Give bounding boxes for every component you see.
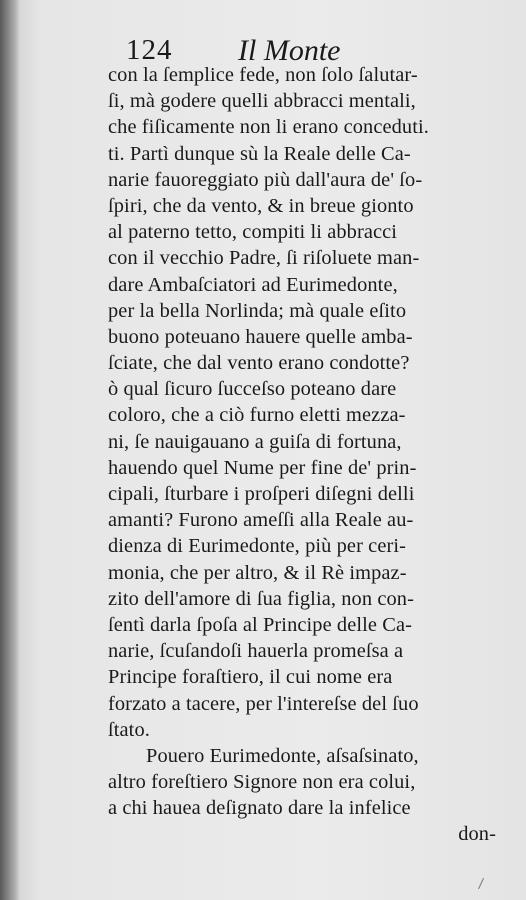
paragraph-line: Pouero Eurimedonte, aſsaſsinato, [146,744,419,767]
text-line: ti. Partì dunque sù la Reale delle Ca- [108,142,411,165]
text-line: ò qual ſicuro ſucceſso poteano dare [108,378,397,401]
text-line: ſtato. [108,718,150,741]
text-line: buono poteuano hauere quelle amba- [108,325,413,348]
running-head: Il Monte [238,34,341,67]
text-line: al paterno tetto, compiti li abbracci [108,221,398,244]
page-number: 124 [126,34,173,66]
text-line: ſciate, che dal vento erano condotte? [108,352,410,375]
text-line: ni, ſe nauigauano a guiſa di fortuna, [108,430,402,453]
text-line: cipali, ſturbare i proſperi diſegni delli [108,483,415,505]
text-line: con la ſemplice fede, non ſolo ſalutar- [108,64,418,86]
text-line: hauendo quel Nume per fine de' prin- [108,456,417,479]
text-line: forzato a tacere, per l'intereſse del ſuo [108,692,419,715]
text-line: ſi, mà godere quelli abbracci mentali, [108,90,416,113]
text-line: dare Ambaſciatori ad Eurimedonte, [108,273,398,296]
text-line: ſentì darla ſpoſa al Principe delle Ca- [108,613,412,636]
text-line: con il vecchio Padre, ſi riſoluete man- [108,247,420,270]
text-line: amanti? Furono ameſſi alla Reale au- [108,509,414,532]
text-line: per la bella Norlinda; mà quale eſito [108,299,407,322]
paragraph-line: a chi hauea deſignato dare la infelice [108,797,411,820]
text-line: narie, ſcuſandoſi hauerla promeſsa a [108,640,404,663]
main-text [108,62,506,848]
text-line: monia, che per altro, & il Rè impaz- [108,561,407,584]
text-line: che fiſicamente non li erano conceduti. [108,116,429,139]
text-line: coloro, che a ciò furno eletti mezza- [108,404,406,427]
text-line: narie fauoreggiato più dall'aura de' ſo- [108,168,423,191]
text-line: Principe foraſtiero, il cui nome era [108,666,393,689]
binding-gutter [0,0,20,900]
catchword: don- [458,823,496,846]
text-line: zito dell'amore di ſua figlia, non con- [108,587,414,610]
paragraph-line: altro foreſtiero Signore non era colui, [108,771,416,794]
paper-mark [478,878,495,894]
text-line: ſpiri, che da vento, & in breue gionto [108,194,414,217]
text-line: dienza di Eurimedonte, più per ceri- [108,535,407,558]
